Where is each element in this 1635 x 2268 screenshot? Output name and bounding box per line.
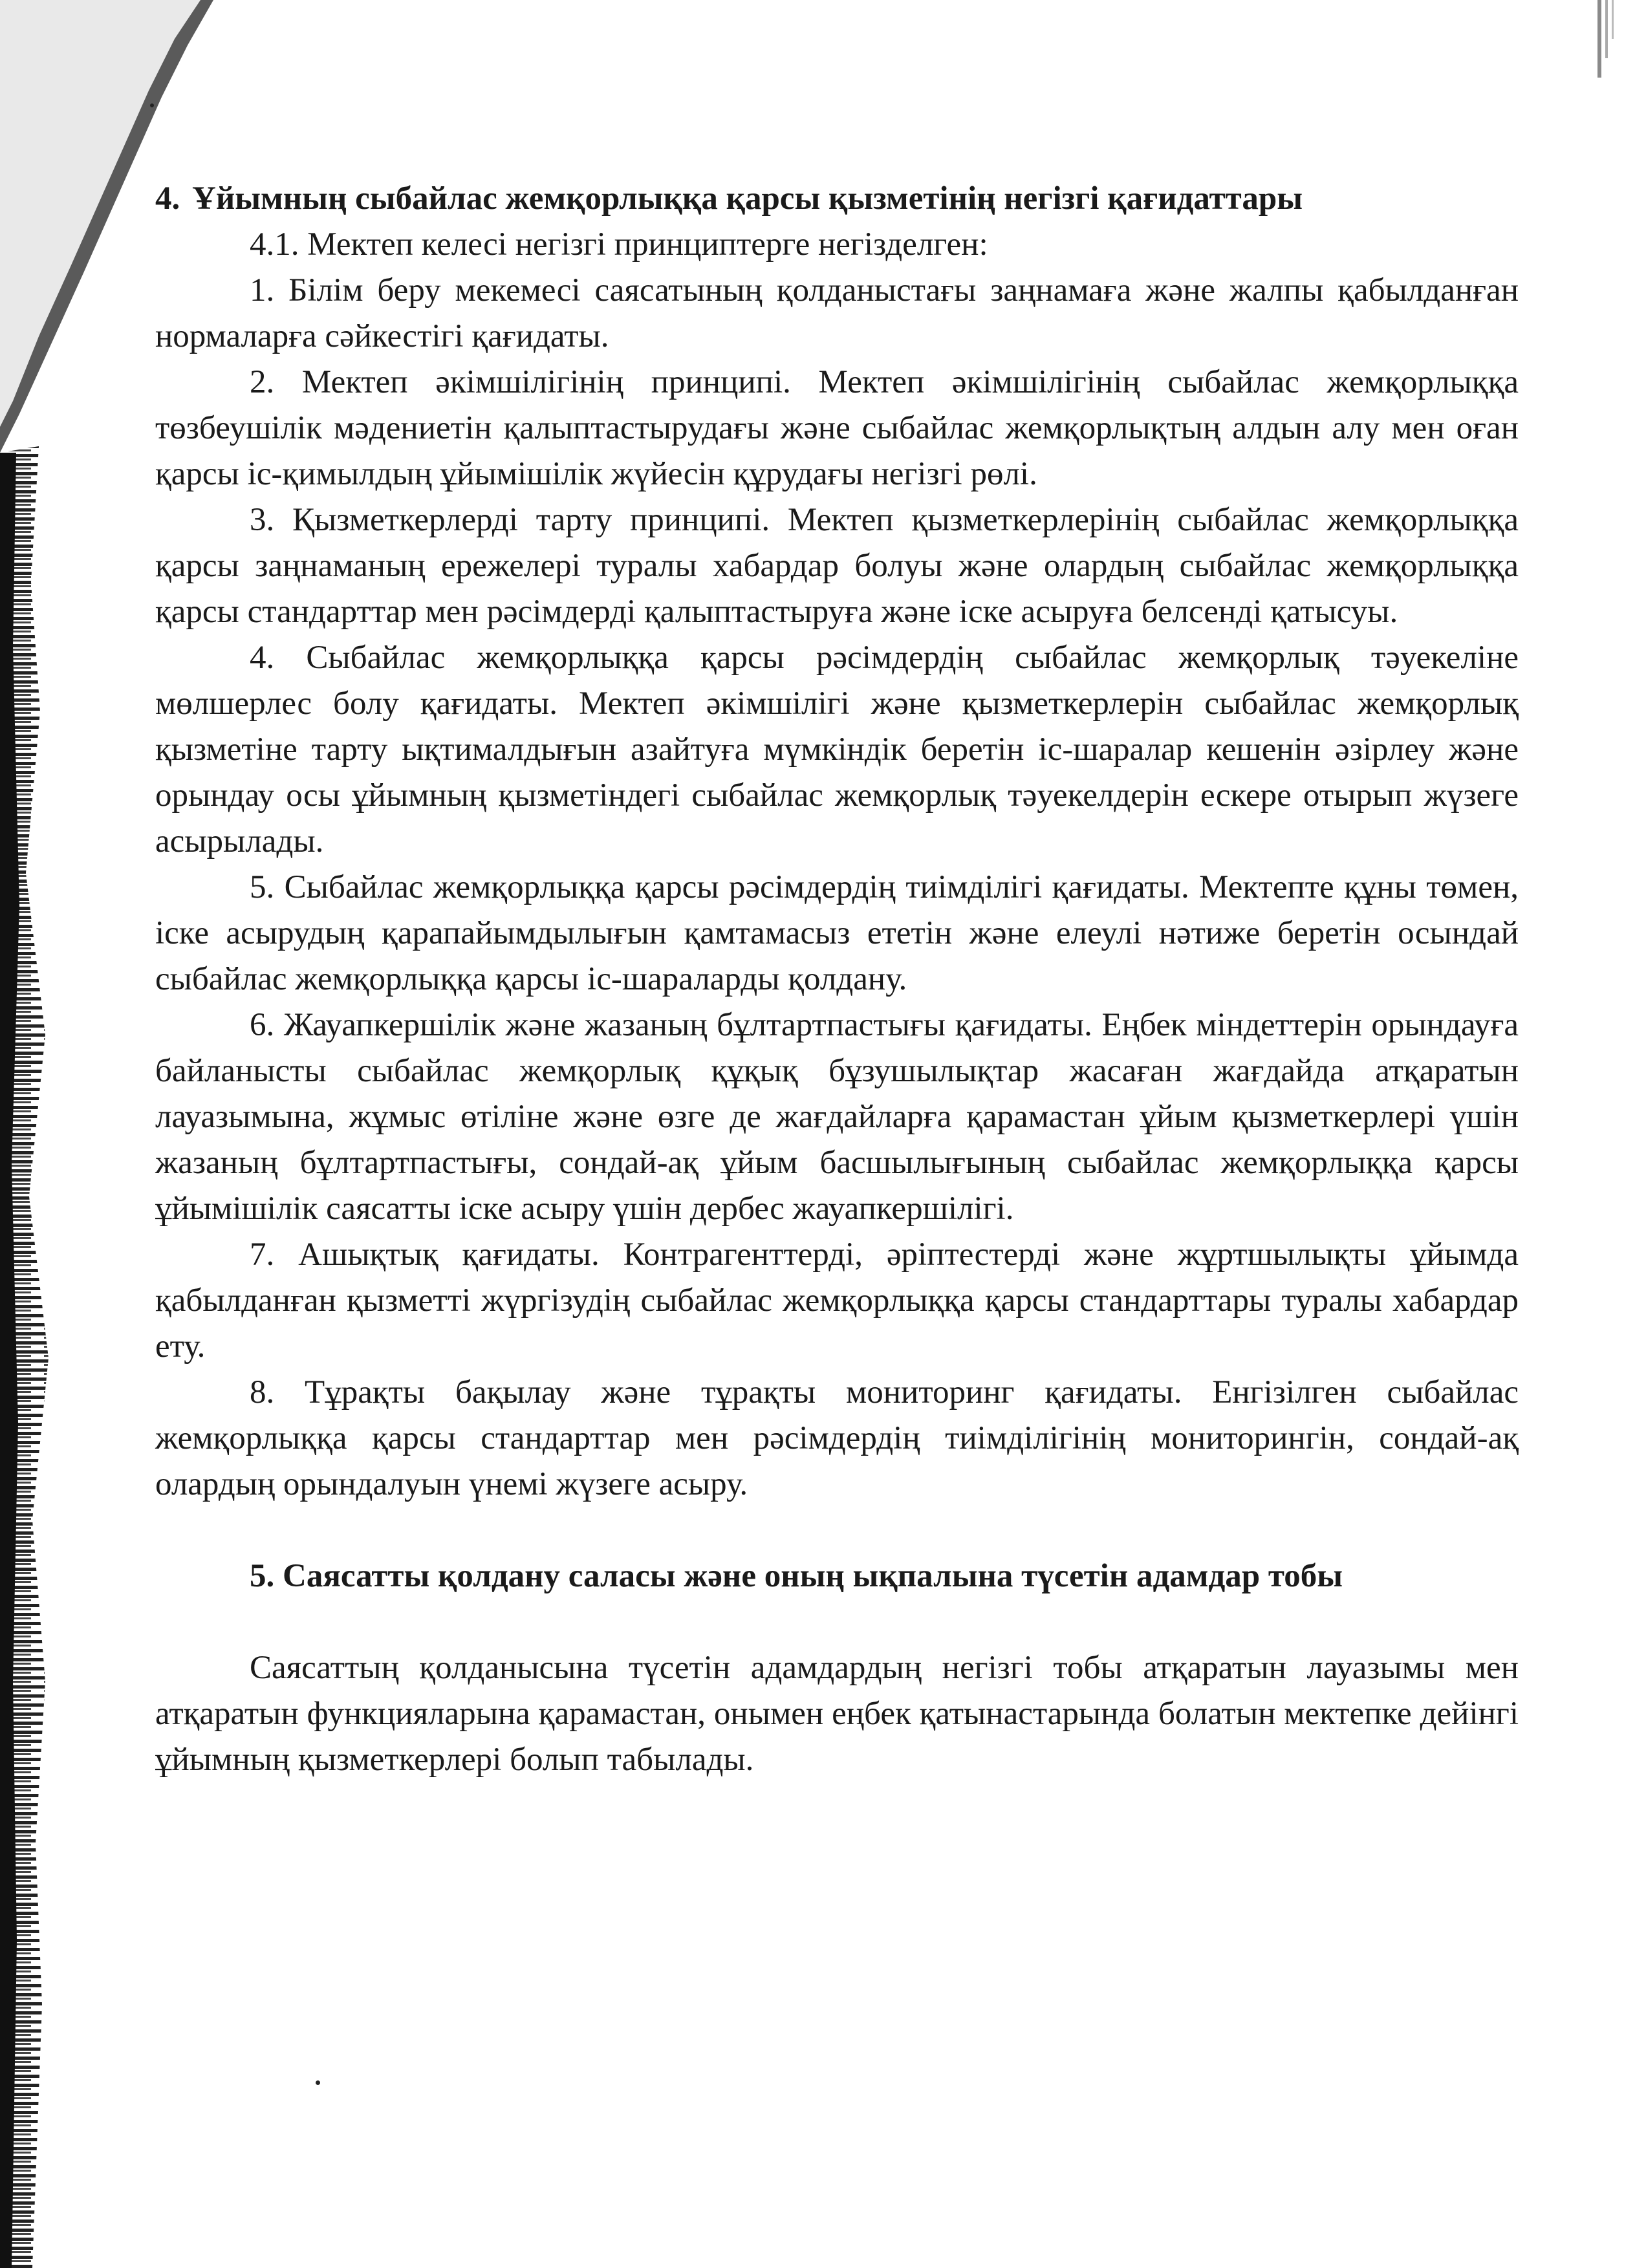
section-4-number: 4. <box>155 180 180 217</box>
principle-item: 6. Жауапкершілік және жазаның бұлтартпастығы қағидаты. Еңбек міндеттерін орындауға байланысты сыбайлас жемқорлық құқық бұзушылықтар жасаған жағдайда атқаратын лауазымына, жұмыс өтіліне және өзге де жағдайларға қарамастан ұйым қызметкерлері үшін жазаның бұлтартпастығы, сондай-ақ ұйым басшылығының сыбайлас жемқорлыққа қарсы ұйымішілік саясатты іске асыру үшін дербес жауапкершілігі. <box>155 1007 1519 1227</box>
principle-item: 8. Тұрақты бақылау және тұрақты мониторинг қағидаты. Енгізілген сыбайлас жемқорлыққа қарсы стандарттар мен рәсімдердің тиімділігінің мониторингін, сондай-ақ олардың орындалуын үнемі жүзеге асыру. <box>155 1374 1519 1502</box>
principle-item: 3. Қызметкерлерді тарту принципі. Мектеп қызметкерлерінің сыбайлас жемқорлыққа қарсы заңнаманың ережелері туралы хабардар болуы және олардың сыбайлас жемқорлыққа қарсы стандарттар мен рәсімдерді қалыптастыруға және іске асыруға белсенді қатысуы. <box>155 502 1519 630</box>
document-page <box>155 176 1519 1783</box>
section-5-paragraph: Саясаттың қолданысына түсетін адамдардың негізгі тобы атқаратын лауазымы мен атқаратын функцияларына қарамастан, онымен еңбек қатынастарында болатын мектепке дейінгі ұйымның қызметкерлері болып табылады. <box>155 1650 1519 1778</box>
scan-speck <box>150 103 154 107</box>
scan-speck <box>316 2080 320 2085</box>
principle-item: 4. Сыбайлас жемқорлыққа қарсы рәсімдердің сыбайлас жемқорлық тәуекеліне мөлшерлес болу қағидаты. Мектеп әкімшілігі және қызметкерлерін сыбайлас жемқорлық қызметіне тарту ықтималдығын азайтуға мүмкіндік беретін іс-шаралар кешенін әзірлеу және орындау осы ұйымның қызметіндегі сыбайлас жемқорлық тәуекелдерін ескере отырып жүзеге асырылады. <box>155 640 1519 859</box>
section-4-heading <box>155 176 1519 222</box>
principle-item: 7. Ашықтық қағидаты. Контрагенттерді, әріптестерді және жұртшылықты ұйымда қабылданған қызметті жүргізудің сыбайлас жемқорлыққа қарсы стандарттары туралы хабардар ету. <box>155 1237 1519 1365</box>
principle-item: 5. Сыбайлас жемқорлыққа қарсы рәсімдердің тиімділігі қағидаты. Мектепте құны төмен, іске асырудың қарапайымдылығын қамтамасыз ететін және елеулі нәтиже беретін осындай сыбайлас жемқорлыққа қарсы іс-шараларды қолдану. <box>155 869 1519 997</box>
section-5-heading: 5. Саясатты қолдану саласы және оның ықпалына түсетін адамдар тобы <box>250 1558 1343 1594</box>
principle-item: 2. Мектеп әкімшілігінің принципі. Мектеп әкімшілігінің сыбайлас жемқорлыққа төзбеушілік мәдениетін қалыптастырудағы және сыбайлас жемқорлықтың алдын алу мен оған қарсы іс-қимылдың ұйымішілік жүйесін құрудағы негізгі рөлі. <box>155 364 1519 492</box>
principle-item: 1. Білім беру мекемесі саясатының қолданыстағы заңнамаға және жалпы қабылданған нормаларға сәйкестігі қағидаты. <box>155 272 1519 354</box>
section-4-intro: 4.1. Мектеп келесі негізгі принциптерге негізделген: <box>250 226 988 263</box>
section-4-title: Ұйымның сыбайлас жемқорлыққа қарсы қызметінің негізгі қағидаттары <box>192 180 1303 217</box>
right-page-edge <box>1597 0 1601 78</box>
